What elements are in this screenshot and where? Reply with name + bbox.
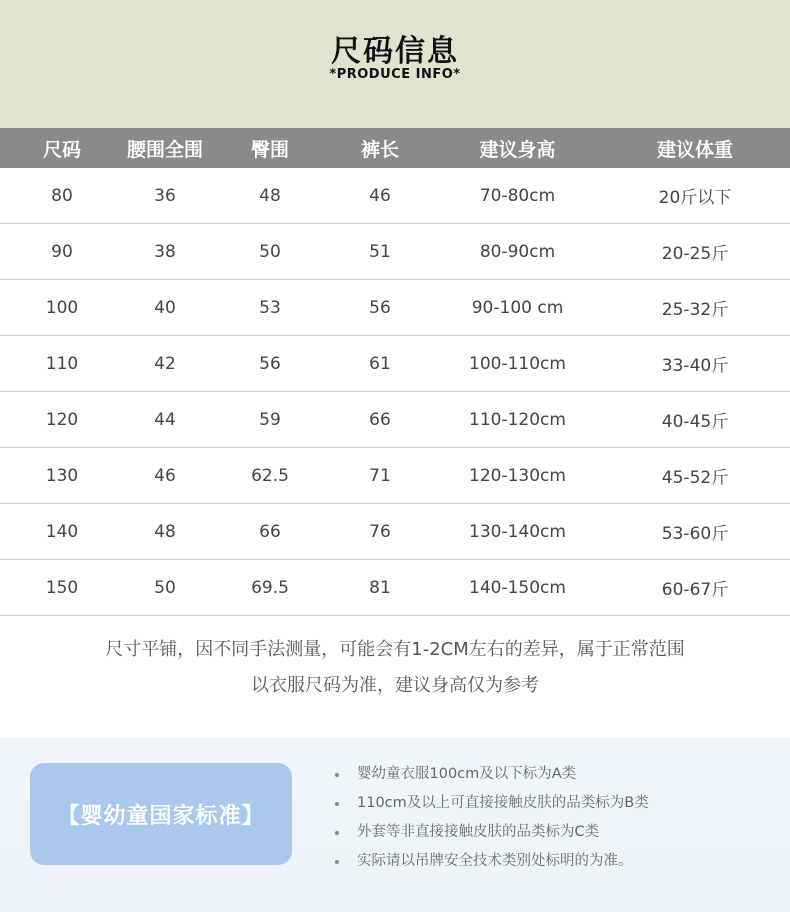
standard-badge: 【婴幼童国家标准】 xyxy=(30,763,292,865)
table-row xyxy=(0,560,790,616)
list-item-text: 110cm及以上可直接接触皮肤的品类标为B类 xyxy=(357,795,649,811)
table-row xyxy=(0,168,790,224)
table-row xyxy=(0,448,790,504)
table-row xyxy=(0,392,790,448)
measurement-note xyxy=(0,632,790,704)
bullet-dot-icon xyxy=(335,773,339,777)
column-header-hip: 臀围 xyxy=(250,138,289,161)
cell-size: 120 xyxy=(45,409,79,430)
cell-waist: 36 xyxy=(154,185,176,206)
cell-length: 76 xyxy=(369,521,391,542)
cell-length: 71 xyxy=(369,465,391,486)
cell-waist: 46 xyxy=(154,465,176,486)
bullet-dot-icon xyxy=(335,831,339,835)
bullet-dot-icon xyxy=(335,802,339,806)
note-line-2: 以衣服尺码为准，建议身高仅为参考 xyxy=(251,675,539,696)
cell-waist: 44 xyxy=(154,409,176,430)
note-line-1: 尺寸平铺，因不同手法测量，可能会有1-2CM左右的差异，属于正常范围 xyxy=(105,639,685,660)
cell-size: 150 xyxy=(45,577,79,598)
standard-list xyxy=(335,760,775,876)
cell-hip: 66 xyxy=(259,521,281,542)
list-item-text: 外套等非直接接触皮肤的品类标为C类 xyxy=(357,824,600,840)
cell-length: 46 xyxy=(369,185,391,206)
column-header-waist: 腰围全围 xyxy=(126,138,203,161)
cell-hip: 69.5 xyxy=(251,577,289,598)
cell-waist: 38 xyxy=(154,241,176,262)
bullet-dot-icon xyxy=(335,860,339,864)
cell-waist: 50 xyxy=(154,577,176,598)
list-item-text: 婴幼童衣服100cm及以下标为A类 xyxy=(357,766,577,782)
cell-height: 130-140cm xyxy=(469,521,566,542)
page-subtitle: *PRODUCE INFO* xyxy=(329,67,461,82)
list-item xyxy=(335,760,775,789)
cell-weight: 25-32斤 xyxy=(661,300,729,320)
cell-length: 51 xyxy=(369,241,391,262)
page-title: 尺码信息 xyxy=(331,34,459,69)
cell-height: 70-80cm xyxy=(479,185,556,206)
cell-waist: 40 xyxy=(154,297,176,318)
cell-waist: 48 xyxy=(154,521,176,542)
cell-length: 81 xyxy=(369,577,391,598)
cell-hip: 59 xyxy=(259,409,281,430)
cell-size: 140 xyxy=(45,521,79,542)
cell-height: 80-90cm xyxy=(479,241,556,262)
list-item xyxy=(335,789,775,818)
cell-weight: 60-67斤 xyxy=(661,580,729,600)
cell-length: 61 xyxy=(369,353,391,374)
column-header-length: 裤长 xyxy=(360,138,399,161)
cell-height: 120-130cm xyxy=(469,465,566,486)
cell-height: 90-100 cm xyxy=(471,297,564,318)
table-row xyxy=(0,224,790,280)
list-item-text: 实际请以吊牌安全技术类别处标明的为准。 xyxy=(357,853,633,869)
cell-weight: 40-45斤 xyxy=(661,412,729,432)
cell-hip: 53 xyxy=(259,297,281,318)
cell-size: 80 xyxy=(51,185,73,206)
cell-size: 130 xyxy=(45,465,79,486)
size-table xyxy=(0,128,790,616)
column-header-size: 尺码 xyxy=(42,138,81,161)
cell-waist: 42 xyxy=(154,353,176,374)
cell-weight: 20-25斤 xyxy=(661,244,729,264)
cell-hip: 56 xyxy=(259,353,281,374)
cell-weight: 45-52斤 xyxy=(661,468,729,488)
list-item xyxy=(335,818,775,847)
cell-weight: 20斤以下 xyxy=(658,188,732,208)
cell-length: 56 xyxy=(369,297,391,318)
cell-weight: 33-40斤 xyxy=(661,356,729,376)
cell-height: 110-120cm xyxy=(469,409,566,430)
column-header-weight: 建议体重 xyxy=(656,138,733,161)
cell-weight: 53-60斤 xyxy=(661,524,729,544)
cell-hip: 62.5 xyxy=(251,465,289,486)
cell-height: 100-110cm xyxy=(469,353,566,374)
cell-size: 110 xyxy=(45,353,79,374)
cell-height: 140-150cm xyxy=(469,577,566,598)
table-header-row xyxy=(0,128,790,168)
cell-hip: 48 xyxy=(259,185,281,206)
table-row xyxy=(0,504,790,560)
standard-section xyxy=(0,738,790,912)
list-item xyxy=(335,847,775,876)
table-row xyxy=(0,280,790,336)
column-header-height: 建议身高 xyxy=(479,138,556,161)
cell-hip: 50 xyxy=(259,241,281,262)
cell-size: 90 xyxy=(51,241,73,262)
table-row xyxy=(0,336,790,392)
cell-length: 66 xyxy=(369,409,391,430)
header-banner xyxy=(0,0,790,128)
cell-size: 100 xyxy=(45,297,79,318)
